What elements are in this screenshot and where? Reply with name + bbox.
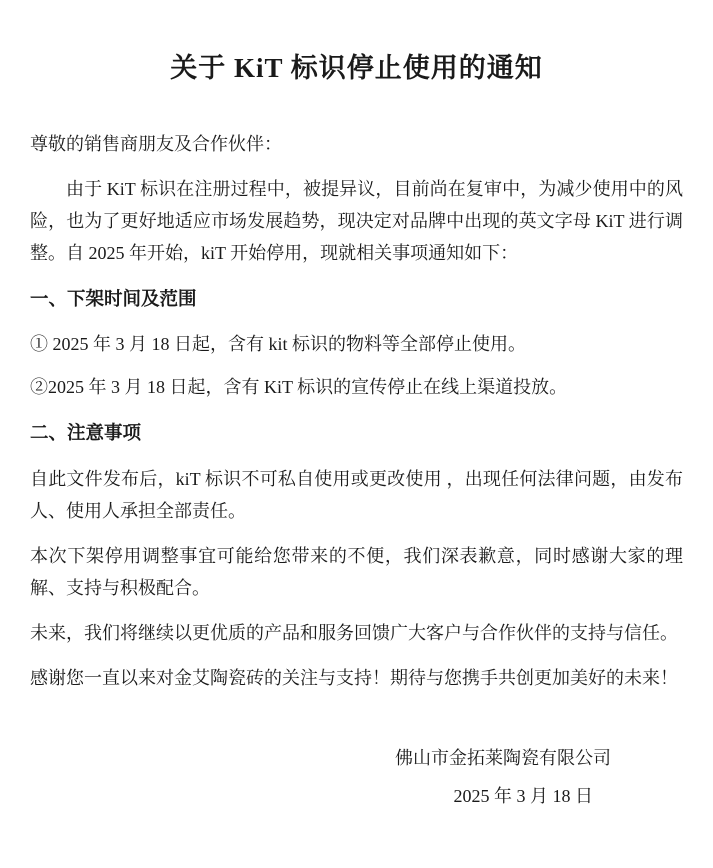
section-two-heading: 二、注意事项 (30, 424, 142, 445)
list-item: ① 2025 年 3 月 18 日起，含有 kit 标识的物料等全部停止使用。 (30, 334, 526, 355)
intro-paragraph: 由于 KiT 标识在注册过程中，被提异议，目前尚在复审中，为减少使用中的风险，也为了更好地适应市场发展趋势，现决定对品牌中出现的英文字母 KiT 进行调整。自 2025 年开始，kiT 开始停用，现就相关事项通知如下： (30, 178, 683, 263)
page-title: 关于 KiT 标识停止使用的通知 (170, 53, 543, 83)
notice-paragraph: 自此文件发布后，kiT 标识不可私自使用或更改使用 ，出现任何法律问题，由发布人、使用人承担全部责任。 (30, 468, 683, 521)
signature-date: 2025 年 3 月 18 日 (453, 785, 593, 806)
signature-company: 佛山市金拓莱陶瓷有限公司 (395, 747, 611, 768)
salutation: 尊敬的销售商朋友及合作伙伴： (30, 133, 282, 154)
notice-paragraph: 未来，我们将继续以更优质的产品和服务回馈广大客户与合作伙伴的支持与信任。 (30, 622, 678, 643)
list-item: ②2025 年 3 月 18 日起，含有 KiT 标识的宣传停止在线上渠道投放。 (30, 376, 568, 397)
section-one-heading: 一、下架时间及范围 (30, 289, 197, 310)
signature-block (30, 740, 683, 816)
document-body (30, 128, 683, 694)
notice-paragraph: 本次下架停用调整事宜可能给您带来的不便，我们深表歉意，同时感谢大家的理解、支持与积极配合。 (30, 545, 683, 598)
notice-paragraph: 感谢您一直以来对金艾陶瓷砖的关注与支持！期待与您携手共创更加美好的未来！ (30, 667, 678, 688)
